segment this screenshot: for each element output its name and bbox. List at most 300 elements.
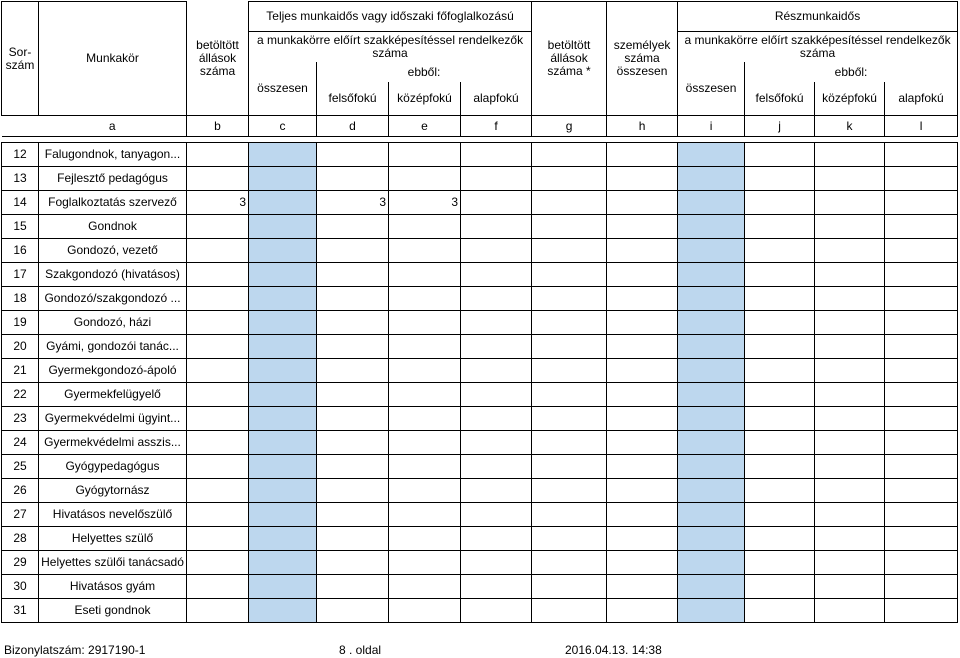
cell-k — [815, 455, 885, 479]
cell-i — [678, 551, 745, 575]
cell-b — [187, 263, 249, 287]
cell-h — [607, 143, 678, 167]
cell-c — [249, 143, 317, 167]
cell-b — [187, 167, 249, 191]
cell-j — [745, 575, 815, 599]
row-number: 17 — [2, 263, 39, 287]
cell-d — [317, 383, 389, 407]
row-number: 18 — [2, 287, 39, 311]
row-number: 30 — [2, 575, 39, 599]
header-kozepfoku-pt: középfokú — [815, 82, 885, 116]
column-letter: i — [678, 116, 745, 137]
table-row — [2, 479, 958, 503]
cell-d — [317, 335, 389, 359]
cell-c — [249, 311, 317, 335]
cell-e — [389, 335, 461, 359]
cell-k — [815, 407, 885, 431]
cell-h — [607, 263, 678, 287]
cell-g — [532, 599, 607, 623]
cell-e — [389, 479, 461, 503]
row-number: 28 — [2, 527, 39, 551]
cell-h — [607, 407, 678, 431]
header-osszesen-pt: összesen — [678, 62, 745, 116]
cell-b — [187, 143, 249, 167]
table-row — [2, 407, 958, 431]
cell-i — [678, 479, 745, 503]
cell-j — [745, 167, 815, 191]
footer-datetime: 2016.04.13. 14:38 — [565, 643, 662, 657]
cell-f — [461, 551, 532, 575]
table-row — [2, 575, 958, 599]
row-munkakor: Helyettes szülői tanácsadó — [39, 551, 187, 575]
cell-b — [187, 503, 249, 527]
cell-l — [885, 551, 958, 575]
row-munkakor: Gyermekvédelmi asszis... — [39, 431, 187, 455]
cell-e — [389, 383, 461, 407]
cell-b — [187, 335, 249, 359]
cell-h — [607, 383, 678, 407]
cell-d — [317, 239, 389, 263]
cell-g — [532, 359, 607, 383]
cell-f — [461, 455, 532, 479]
cell-e — [389, 143, 461, 167]
cell-e — [389, 455, 461, 479]
cell-k — [815, 287, 885, 311]
row-munkakor: Hivatásos gyám — [39, 575, 187, 599]
cell-k — [815, 215, 885, 239]
row-munkakor: Gondozó/szakgondozó ... — [39, 287, 187, 311]
column-letter: h — [607, 116, 678, 137]
cell-g — [532, 479, 607, 503]
cell-g — [532, 215, 607, 239]
cell-f — [461, 287, 532, 311]
cell-g — [532, 431, 607, 455]
cell-l — [885, 431, 958, 455]
cell-d — [317, 455, 389, 479]
cell-j — [745, 239, 815, 263]
cell-k — [815, 239, 885, 263]
cell-g — [532, 503, 607, 527]
cell-b — [187, 287, 249, 311]
cell-c — [249, 335, 317, 359]
table-row — [2, 167, 958, 191]
row-number: 15 — [2, 215, 39, 239]
cell-k — [815, 383, 885, 407]
row-number: 24 — [2, 431, 39, 455]
cell-e — [389, 239, 461, 263]
cell-i — [678, 239, 745, 263]
cell-e — [389, 503, 461, 527]
table-row — [2, 359, 958, 383]
table-row — [2, 191, 958, 215]
row-munkakor: Szakgondozó (hivatásos) — [39, 263, 187, 287]
cell-j — [745, 455, 815, 479]
cell-d — [317, 263, 389, 287]
cell-b — [187, 311, 249, 335]
cell-b — [187, 599, 249, 623]
cell-d — [317, 527, 389, 551]
cell-d — [317, 143, 389, 167]
cell-h — [607, 335, 678, 359]
cell-e — [389, 407, 461, 431]
cell-e — [389, 167, 461, 191]
header-alapfoku-ft: alapfokú — [461, 82, 532, 116]
cell-c — [249, 191, 317, 215]
cell-e — [389, 575, 461, 599]
row-munkakor: Gyermekvédelmi ügyint... — [39, 407, 187, 431]
cell-h — [607, 599, 678, 623]
cell-b: 3 — [187, 191, 249, 215]
cell-c — [249, 359, 317, 383]
row-number: 22 — [2, 383, 39, 407]
header-kozepfoku-ft: középfokú — [389, 82, 461, 116]
cell-g — [532, 191, 607, 215]
header-felsofoku-ft: felsőfokú — [317, 82, 389, 116]
header-qual-required-pt: a munkakörre előírt szakképesítéssel rendelkezők száma — [678, 32, 958, 63]
header-full-time: Teljes munkaidős vagy időszaki főfoglalkozású — [249, 2, 532, 32]
cell-l — [885, 359, 958, 383]
cell-l — [885, 383, 958, 407]
cell-j — [745, 143, 815, 167]
column-letter: f — [461, 116, 532, 137]
cell-h — [607, 527, 678, 551]
cell-i — [678, 383, 745, 407]
cell-e — [389, 287, 461, 311]
cell-i — [678, 359, 745, 383]
cell-l — [885, 599, 958, 623]
cell-b — [187, 575, 249, 599]
cell-g — [532, 335, 607, 359]
cell-i — [678, 263, 745, 287]
cell-e: 3 — [389, 191, 461, 215]
cell-c — [249, 407, 317, 431]
cell-d — [317, 407, 389, 431]
cell-f — [461, 599, 532, 623]
cell-k — [815, 503, 885, 527]
cell-c — [249, 551, 317, 575]
cell-k — [815, 191, 885, 215]
cell-e — [389, 431, 461, 455]
cell-e — [389, 551, 461, 575]
cell-h — [607, 551, 678, 575]
cell-c — [249, 479, 317, 503]
row-number: 27 — [2, 503, 39, 527]
cell-l — [885, 335, 958, 359]
cell-c — [249, 455, 317, 479]
table-row — [2, 431, 958, 455]
cell-j — [745, 335, 815, 359]
cell-h — [607, 575, 678, 599]
cell-l — [885, 215, 958, 239]
cell-h — [607, 215, 678, 239]
row-number: 16 — [2, 239, 39, 263]
cell-d — [317, 287, 389, 311]
cell-f — [461, 383, 532, 407]
cell-c — [249, 287, 317, 311]
cell-l — [885, 263, 958, 287]
cell-f — [461, 143, 532, 167]
cell-g — [532, 383, 607, 407]
row-number: 29 — [2, 551, 39, 575]
header-ebbol-pt: ebből: — [745, 62, 958, 82]
header-qual-required-ft: a munkakörre előírt szakképesítéssel rendelkezők száma — [249, 32, 532, 63]
cell-l — [885, 143, 958, 167]
cell-h — [607, 191, 678, 215]
cell-i — [678, 527, 745, 551]
row-munkakor: Gyógytornász — [39, 479, 187, 503]
header-sorszam: Sor- szám — [2, 2, 39, 116]
column-letter: c — [249, 116, 317, 137]
cell-d — [317, 503, 389, 527]
cell-g — [532, 263, 607, 287]
cell-d — [317, 479, 389, 503]
row-munkakor: Gondozó, vezető — [39, 239, 187, 263]
cell-b — [187, 239, 249, 263]
row-number: 26 — [2, 479, 39, 503]
cell-g — [532, 311, 607, 335]
cell-j — [745, 359, 815, 383]
cell-k — [815, 167, 885, 191]
footer-page-number: 8 . oldal — [339, 643, 382, 657]
cell-d — [317, 215, 389, 239]
table-row — [2, 599, 958, 623]
cell-i — [678, 407, 745, 431]
row-munkakor: Hivatásos nevelőszülő — [39, 503, 187, 527]
cell-k — [815, 263, 885, 287]
row-munkakor: Gondnok — [39, 215, 187, 239]
cell-h — [607, 479, 678, 503]
header-betoltott-allasok: betöltött állások száma — [187, 2, 249, 116]
cell-j — [745, 191, 815, 215]
cell-j — [745, 215, 815, 239]
cell-i — [678, 191, 745, 215]
cell-l — [885, 479, 958, 503]
row-number: 25 — [2, 455, 39, 479]
cell-c — [249, 599, 317, 623]
cell-f — [461, 311, 532, 335]
cell-g — [532, 527, 607, 551]
footer-bizonylat: Bizonylatszám: 2917190-1 — [4, 643, 146, 657]
cell-c — [249, 527, 317, 551]
row-munkakor: Gyámi, gondozói tanác... — [39, 335, 187, 359]
cell-f — [461, 359, 532, 383]
header-szemelyek: személyek száma összesen — [607, 2, 678, 116]
cell-h — [607, 431, 678, 455]
row-number: 31 — [2, 599, 39, 623]
cell-e — [389, 359, 461, 383]
cell-f — [461, 263, 532, 287]
page-footer — [0, 641, 960, 657]
table-row — [2, 143, 958, 167]
cell-k — [815, 479, 885, 503]
cell-i — [678, 287, 745, 311]
row-number: 12 — [2, 143, 39, 167]
row-number: 14 — [2, 191, 39, 215]
row-munkakor: Helyettes szülő — [39, 527, 187, 551]
table-row — [2, 527, 958, 551]
cell-b — [187, 407, 249, 431]
cell-b — [187, 383, 249, 407]
table-row — [2, 239, 958, 263]
table-row — [2, 287, 958, 311]
cell-i — [678, 311, 745, 335]
cell-h — [607, 239, 678, 263]
cell-d — [317, 311, 389, 335]
header-munkakor: Munkakör — [39, 2, 187, 116]
cell-d — [317, 359, 389, 383]
cell-l — [885, 191, 958, 215]
cell-j — [745, 407, 815, 431]
row-number: 21 — [2, 359, 39, 383]
cell-f — [461, 575, 532, 599]
cell-k — [815, 311, 885, 335]
header-osszesen-ft: összesen — [249, 62, 317, 116]
row-number: 19 — [2, 311, 39, 335]
table-row — [2, 383, 958, 407]
cell-k — [815, 431, 885, 455]
cell-c — [249, 215, 317, 239]
row-munkakor: Gyógypedagógus — [39, 455, 187, 479]
cell-k — [815, 143, 885, 167]
header-felsofoku-pt: felsőfokú — [745, 82, 815, 116]
cell-i — [678, 335, 745, 359]
cell-c — [249, 575, 317, 599]
cell-l — [885, 527, 958, 551]
cell-b — [187, 527, 249, 551]
table-row — [2, 503, 958, 527]
cell-d — [317, 167, 389, 191]
row-munkakor: Falugondnok, tanyagon... — [39, 143, 187, 167]
cell-j — [745, 263, 815, 287]
column-letter: d — [317, 116, 389, 137]
cell-h — [607, 503, 678, 527]
cell-i — [678, 455, 745, 479]
cell-b — [187, 215, 249, 239]
cell-j — [745, 479, 815, 503]
cell-h — [607, 359, 678, 383]
table-row — [2, 335, 958, 359]
header-betoltott-allasok-star: betöltött állások száma * — [532, 2, 607, 116]
cell-j — [745, 383, 815, 407]
table-row — [2, 263, 958, 287]
staffing-table — [1, 1, 958, 623]
cell-j — [745, 431, 815, 455]
cell-c — [249, 383, 317, 407]
cell-l — [885, 575, 958, 599]
cell-j — [745, 527, 815, 551]
cell-c — [249, 503, 317, 527]
column-letter: b — [187, 116, 249, 137]
cell-d: 3 — [317, 191, 389, 215]
cell-k — [815, 575, 885, 599]
cell-j — [745, 287, 815, 311]
cell-d — [317, 575, 389, 599]
row-number: 23 — [2, 407, 39, 431]
column-letters-row — [2, 116, 958, 137]
cell-g — [532, 287, 607, 311]
cell-e — [389, 599, 461, 623]
cell-i — [678, 599, 745, 623]
cell-e — [389, 311, 461, 335]
row-munkakor: Eseti gondnok — [39, 599, 187, 623]
cell-l — [885, 455, 958, 479]
cell-h — [607, 287, 678, 311]
cell-d — [317, 599, 389, 623]
table-row — [2, 455, 958, 479]
cell-f — [461, 191, 532, 215]
cell-d — [317, 431, 389, 455]
column-letter: a — [39, 116, 187, 137]
row-munkakor: Gondozó, házi — [39, 311, 187, 335]
cell-k — [815, 551, 885, 575]
row-munkakor: Gyermekfelügyelő — [39, 383, 187, 407]
cell-f — [461, 239, 532, 263]
table-row — [2, 311, 958, 335]
column-letter: k — [815, 116, 885, 137]
cell-l — [885, 407, 958, 431]
cell-g — [532, 167, 607, 191]
header-part-time: Részmunkaidős — [678, 2, 958, 32]
column-letter: e — [389, 116, 461, 137]
cell-e — [389, 215, 461, 239]
cell-g — [532, 455, 607, 479]
cell-l — [885, 239, 958, 263]
header-ebbol-ft: ebből: — [317, 62, 532, 82]
cell-i — [678, 143, 745, 167]
cell-j — [745, 599, 815, 623]
cell-l — [885, 311, 958, 335]
cell-g — [532, 407, 607, 431]
row-munkakor: Foglalkoztatás szervező — [39, 191, 187, 215]
cell-i — [678, 431, 745, 455]
cell-i — [678, 503, 745, 527]
cell-f — [461, 335, 532, 359]
cell-i — [678, 167, 745, 191]
cell-l — [885, 503, 958, 527]
row-munkakor: Gyermekgondozó-ápoló — [39, 359, 187, 383]
row-munkakor: Fejlesztő pedagógus — [39, 167, 187, 191]
cell-e — [389, 263, 461, 287]
cell-c — [249, 431, 317, 455]
column-letter: l — [885, 116, 958, 137]
table-row — [2, 215, 958, 239]
cell-k — [815, 527, 885, 551]
cell-b — [187, 359, 249, 383]
column-letter: j — [745, 116, 815, 137]
column-letter: g — [532, 116, 607, 137]
cell-f — [461, 407, 532, 431]
cell-g — [532, 143, 607, 167]
cell-c — [249, 263, 317, 287]
cell-l — [885, 167, 958, 191]
cell-d — [317, 551, 389, 575]
cell-g — [532, 575, 607, 599]
row-number: 13 — [2, 167, 39, 191]
cell-f — [461, 431, 532, 455]
cell-g — [532, 551, 607, 575]
cell-l — [885, 287, 958, 311]
cell-h — [607, 311, 678, 335]
cell-k — [815, 359, 885, 383]
cell-e — [389, 527, 461, 551]
table-row — [2, 551, 958, 575]
cell-f — [461, 479, 532, 503]
cell-b — [187, 455, 249, 479]
header-alapfoku-pt: alapfokú — [885, 82, 958, 116]
cell-c — [249, 239, 317, 263]
cell-c — [249, 167, 317, 191]
cell-j — [745, 503, 815, 527]
